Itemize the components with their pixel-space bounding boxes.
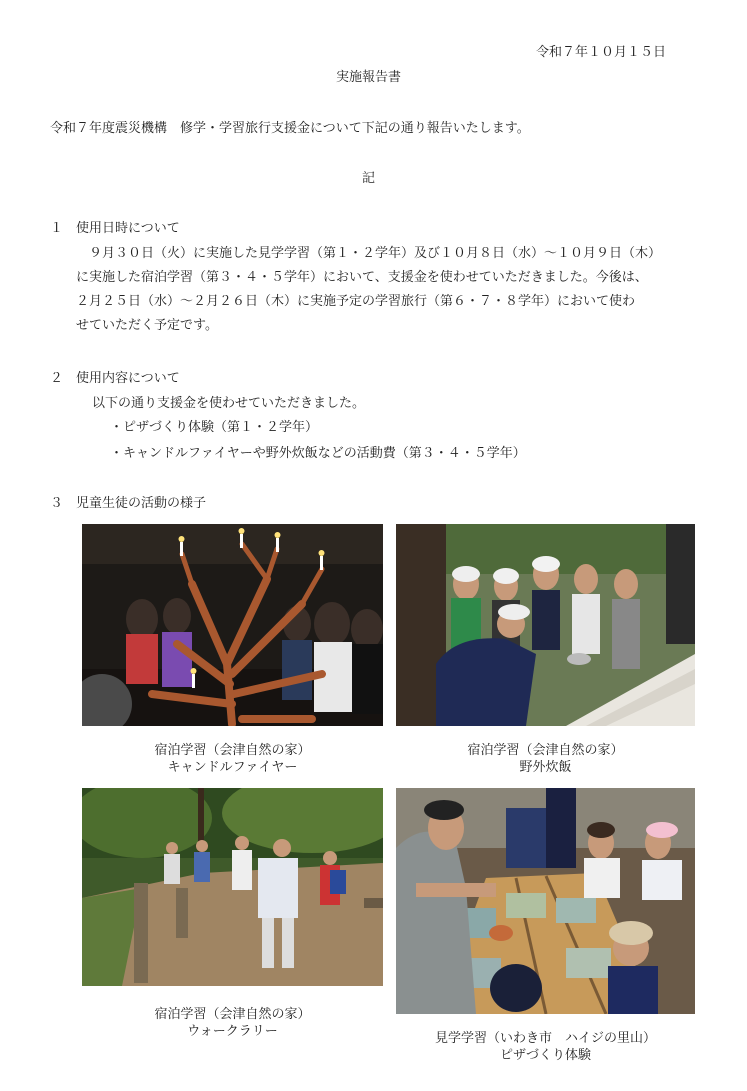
section1-line: せていただく予定です。 <box>76 318 218 333</box>
section1-line: ９月３０日（火）に実施した見学学習（第１・２学年）及び１０月８日（水）～１０月９日（木） <box>76 246 662 261</box>
section2-intro: 以下の通り支援金を使わせていただきました。 <box>92 396 366 411</box>
caption-line1: 宿泊学習（会津自然の家） <box>154 1007 311 1022</box>
caption-line1: 宿泊学習（会津自然の家） <box>154 743 311 758</box>
section2-bullet: ・ピザづくり体験（第１・２学年） <box>110 420 319 435</box>
caption-line2: 野外炊飯 <box>519 760 572 775</box>
photo-caption <box>120 1006 345 1040</box>
photo-outdoor-cooking <box>396 524 695 726</box>
section2-bullet: ・キャンドルファイヤーや野外炊飯などの活動費（第３・４・５学年） <box>110 446 526 461</box>
report-date: 令和７年１０月１５日 <box>536 45 667 60</box>
section1-line: に実施した宿泊学習（第３・４・５学年）において、支援金を使わせていただきました。今後は、 <box>76 270 648 285</box>
report-title: 実施報告書 <box>335 70 401 85</box>
photo-walk-rally <box>82 788 383 986</box>
section3-heading: ３ 児童生徒の活動の様子 <box>50 496 207 511</box>
caption-line2: ピザづくり体験 <box>499 1048 591 1063</box>
photo-caption <box>120 742 345 776</box>
caption-line1: 見学学習（いわき市 ハイジの里山） <box>434 1031 656 1046</box>
caption-line2: ウォークラリー <box>187 1024 278 1039</box>
photo-caption <box>433 742 658 776</box>
photo-caption <box>404 1030 687 1064</box>
caption-line1: 宿泊学習（会津自然の家） <box>467 743 624 758</box>
intro-text: 令和７年度震災機構 修学・学習旅行支援金について下記の通り報告いたします。 <box>50 121 530 136</box>
section1-line: ２月２５日（水）～２月２６日（木）に実施予定の学習旅行（第６・７・８学年）において使わ <box>76 294 636 309</box>
photo-pizza-making <box>396 788 695 1014</box>
ki-heading: 記 <box>361 171 375 186</box>
section1-body <box>76 242 661 338</box>
caption-line2: キャンドルファイヤー <box>167 760 298 775</box>
section1-heading: １ 使用日時について <box>50 221 180 236</box>
photo-candle-fire <box>82 524 383 726</box>
section2-heading: ２ 使用内容について <box>50 371 180 386</box>
